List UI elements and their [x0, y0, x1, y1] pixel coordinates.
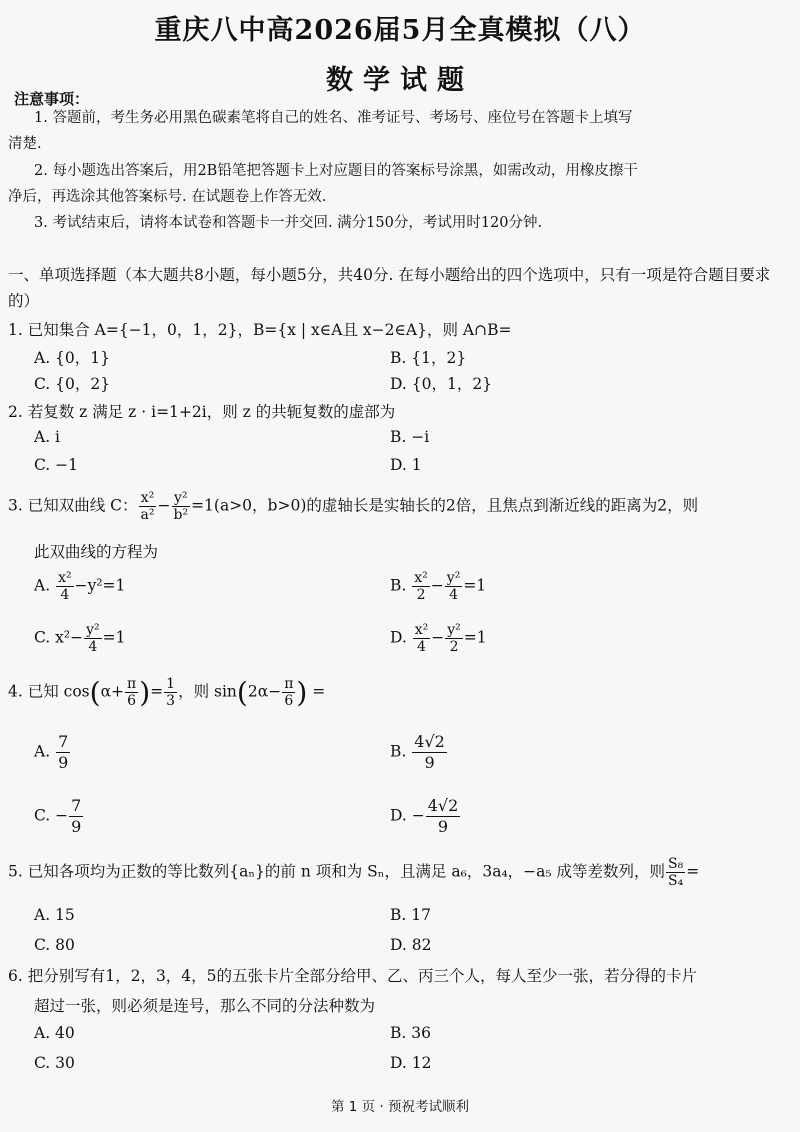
- q3-b-den2: 4: [449, 587, 458, 603]
- q3-b-label: B.: [390, 576, 407, 595]
- q4-mid: ，则 sin: [178, 682, 237, 701]
- q3-a-num: x²: [58, 570, 72, 586]
- q3-option-b: B. $\frac{\text{x²}}{2}$ − $\frac{\text{y²}}{4}$ =1: [390, 570, 487, 603]
- q3-d-den2: 2: [449, 639, 459, 655]
- q4-option-a: [34, 732, 71, 773]
- note-2-line-1: 2. 每小题选出答案后，用2B铅笔把答题卡上对应题目的答案标号涂黑，如需改动，用橡皮擦干: [34, 163, 638, 179]
- exam-title: 重庆八中高2026届5月全真模拟（八）: [154, 15, 646, 46]
- q3-frac1-den: a²: [140, 507, 155, 523]
- q3-d-num1: x²: [414, 622, 429, 638]
- q3-frac2-num: y²: [174, 490, 188, 506]
- q4-c-den: 9: [71, 817, 82, 836]
- q4-d-den: 9: [437, 817, 449, 836]
- q3-d-rest: =1: [463, 628, 487, 647]
- q4-option-d: [390, 796, 461, 837]
- q3-b-rest: =1: [463, 576, 487, 595]
- q3-option-c: [34, 622, 126, 655]
- q3-d-label: D.: [390, 628, 407, 647]
- q4-c-label: C. −: [34, 806, 69, 825]
- question-1-stem: 1. 已知集合 A={−1，0，1，2}，B={x | x∈A且 x−2∈A}，则 A∩B=: [8, 321, 512, 339]
- q3-b-num2: y²: [446, 570, 461, 586]
- question-3-stem: 3. 已知双曲线 C： $\frac{\text{x²}}{\text{a²}}$ − $\frac{\text{y²}}{\text{b²}}$ =1(a>0，b>0)的虚轴长是实轴长的2倍，且焦点到渐近线的距离为2，则: [8, 490, 699, 523]
- q5-option-c: C. 80: [34, 936, 75, 954]
- question-5-stem: [8, 856, 699, 889]
- q4-three: 3: [166, 693, 176, 709]
- q4-six-2: 6: [284, 693, 294, 709]
- q4-end: =: [312, 682, 326, 701]
- q5-option-d: D. 82: [390, 936, 432, 954]
- q4-a-num: 7: [58, 732, 69, 751]
- q3-d-num2: y²: [447, 622, 461, 638]
- q4-pi-2: π: [284, 676, 294, 692]
- q3-a-rest: −y²=1: [74, 576, 126, 595]
- q3-a-den: 4: [60, 587, 70, 603]
- q3-b-den1: 2: [416, 587, 426, 603]
- q5-stem-text: 5. 已知各项均为正数的等比数列{aₙ}的前 n 项和为 Sₙ，且满足 a₆，3a₄，−a₅ 成等差数列，则: [8, 862, 666, 881]
- exam-subtitle: 数学试题: [326, 65, 474, 96]
- question-2-stem: 2. 若复数 z 满足 z · i=1+2i，则 z 的共轭复数的虚部为: [8, 403, 396, 421]
- q4-pi-1: π: [127, 676, 137, 692]
- q4-a-label: A.: [34, 742, 51, 761]
- q6-option-c: C. 30: [34, 1054, 75, 1072]
- q3-d-den1: 4: [417, 639, 426, 655]
- q3-frac1-num: x²: [140, 490, 155, 506]
- q2-option-d: D. 1: [390, 456, 422, 474]
- q6-option-a: A. 40: [34, 1024, 75, 1042]
- q5-frac-num: S₈: [668, 856, 684, 872]
- q3-c-label: C.: [34, 628, 51, 647]
- q5-end: =: [686, 862, 700, 881]
- q5-frac-den: S₄: [668, 873, 684, 889]
- q2-option-c: C. −1: [34, 456, 79, 474]
- q3-frac2-den: b²: [173, 507, 189, 523]
- note-3: 3. 考试结束后，请将本试卷和答题卡一并交回. 满分150分，考试用时120分钟.: [34, 215, 543, 231]
- section-1-heading: 一、单项选择题（本大题共8小题，每小题5分，共40分. 在每小题给出的四个选项中，只有一项是符合题目要求的）: [8, 266, 771, 310]
- q3-c-pre: x²−: [55, 628, 84, 647]
- q1-option-c: C. {0，2}: [34, 375, 111, 393]
- q3-stem-post: =1(a>0，b>0)的虚轴长是实轴长的2倍，且焦点到渐近线的距离为2，则: [191, 496, 699, 515]
- q5-option-b: B. 17: [390, 906, 431, 924]
- q4-b-num: 4√2: [414, 732, 445, 751]
- q4-d-label: D. −: [390, 806, 425, 825]
- q6-option-d: D. 12: [390, 1054, 432, 1072]
- note-2-line-2: 净后，再选涂其他答案标号. 在试题卷上作答无效.: [8, 189, 327, 205]
- note-1-line-1: 1. 答题前，考生务必用黑色碳素笔将自己的姓名、准考证号、考场号、座位号在答题卡上填写: [34, 110, 633, 126]
- q6-option-b: B. 36: [390, 1024, 431, 1042]
- question-6-line-1: 6. 把分别写有1，2，3，4，5的五张卡片全部分给甲、乙、丙三个人，每人至少一张，若分得的卡片: [8, 967, 698, 985]
- q4-c-num: 7: [71, 796, 82, 815]
- q1-option-d: D. {0，1，2}: [390, 375, 493, 393]
- notes-heading: 注意事项：: [14, 90, 90, 108]
- q4-stem-pre: 4. 已知 cos: [8, 682, 90, 701]
- q3-stem-pre: 3. 已知双曲线 C：: [8, 496, 138, 515]
- q2-option-b: B. −i: [390, 428, 430, 446]
- q4-d-num: 4√2: [427, 796, 459, 815]
- page-footer: 第 1 页 · 预祝考试顺利: [330, 1099, 470, 1115]
- q4-a-den: 9: [58, 753, 69, 772]
- note-1-line-2: 清楚.: [8, 136, 42, 152]
- q4-six-1: 6: [127, 693, 137, 709]
- q4-one: 1: [166, 676, 176, 692]
- question-3-line-2: 此双曲线的方程为: [34, 543, 159, 561]
- question-4-stem: 4. 已知 cos(α+ $\frac{\pi}{6}$ )= $\frac{1}{3}$ ，则 sin(2α− $\frac{\pi}{6}$ ) =: [8, 676, 326, 709]
- q1-option-b: B. {1，2}: [390, 349, 467, 367]
- q3-option-a: [34, 570, 125, 603]
- q3-option-d: D. $\frac{\text{x²}}{4}$ − $\frac{\text{y²}}{2}$ =1: [390, 622, 487, 655]
- q4-two-alpha-minus: 2α−: [247, 682, 282, 701]
- q3-c-den: 4: [88, 639, 98, 655]
- q3-b-num1: x²: [414, 570, 428, 586]
- q1-option-a: A. {0，1}: [34, 349, 110, 367]
- q5-option-a: A. 15: [34, 906, 75, 924]
- question-6-line-2: 超过一张，则必须是连号，那么不同的分法种数为: [34, 997, 376, 1015]
- q2-option-a: A. i: [34, 428, 61, 446]
- q4-b-den: 9: [424, 753, 435, 772]
- q4-b-label: B.: [390, 742, 407, 761]
- q4-eq: =: [150, 682, 164, 701]
- q3-a-label: A.: [34, 576, 51, 595]
- q4-alpha-plus: α+: [100, 682, 125, 701]
- q3-c-num: y²: [86, 622, 100, 638]
- q4-option-c: [34, 796, 84, 837]
- q4-option-b: [390, 732, 448, 773]
- q3-c-rest: =1: [102, 628, 126, 647]
